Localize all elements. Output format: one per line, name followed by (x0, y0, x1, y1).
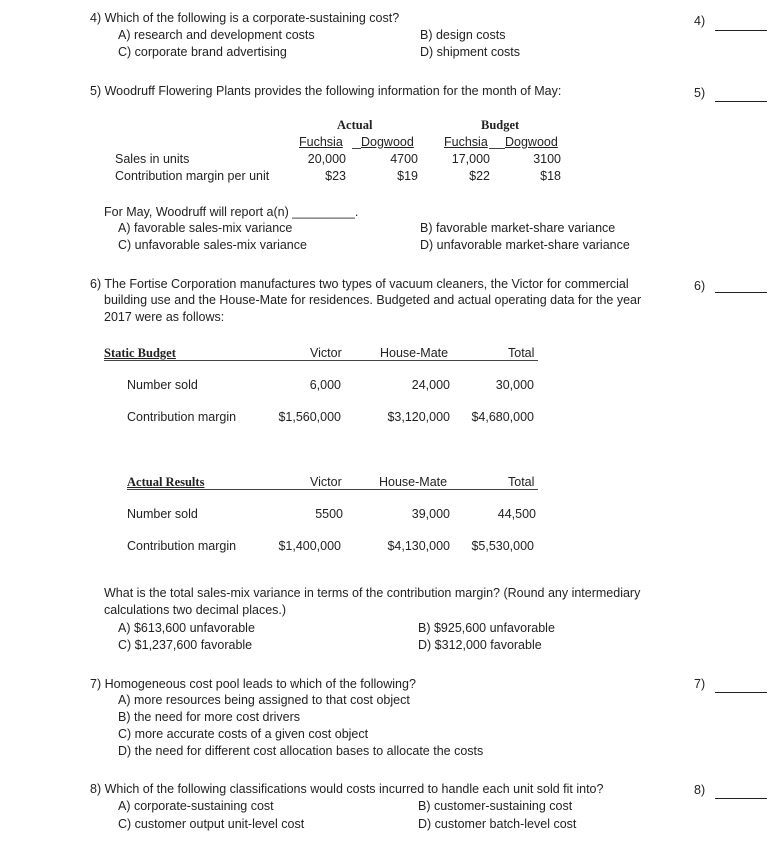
q8-stem: 8) Which of the following classifications would costs incurred to handle each unit sold fit into? (90, 782, 604, 796)
q7-option-a: A) more resources being assigned to that cost object (118, 693, 410, 707)
q5-actual-header: Actual (337, 118, 373, 132)
q8-option-a: A) corporate-sustaining cost (118, 799, 274, 813)
q5-row-sales-label: Sales in units (115, 152, 190, 166)
q6-static-cell: 30,000 (495, 378, 534, 392)
q6-stem-line1: 6) The Fortise Corporation manufactures two types of vacuum cleaners, the Victor for commercial (90, 277, 629, 291)
q7-answer-blank[interactable] (715, 692, 767, 693)
q7-option-c: C) more accurate costs of a given cost object (118, 727, 369, 741)
q8-option-c: C) customer output unit-level cost (118, 817, 305, 831)
q5-col-actual-dogwood: Dogwood (361, 135, 414, 149)
q6-question-line2: calculations two decimal places.) (104, 603, 287, 617)
q5-cell: $19 (397, 169, 418, 183)
q6-actual-cell: $5,530,000 (471, 539, 534, 553)
q8-answer-blank[interactable] (715, 798, 767, 799)
q6-static-budget-title: Static Budget (104, 346, 176, 360)
q4-margin-number: 4) (694, 14, 706, 28)
q6-actual-col-housemate: House-Mate (379, 475, 448, 489)
q6-actual-row-units-label: Number sold (127, 507, 198, 521)
q5-option-a: A) favorable sales-mix variance (118, 221, 293, 235)
q6-static-col-victor: Victor (310, 346, 342, 360)
q5-answer-blank[interactable] (715, 101, 767, 102)
q5-budget-header: Budget (481, 118, 520, 132)
q6-actual-cell: $1,400,000 (278, 539, 341, 553)
q4-option-c: C) corporate brand advertising (118, 45, 287, 59)
q4-option-a: A) research and development costs (118, 28, 315, 42)
q8-option-d: D) customer batch-level cost (418, 817, 577, 831)
q5-col-actual-fuchsia: Fuchsia (299, 135, 343, 149)
q7-margin-number: 7) (694, 677, 706, 691)
q6-static-cell: 24,000 (411, 378, 450, 392)
q4-option-d: D) shipment costs (420, 45, 521, 59)
q5-cell: 17,000 (451, 152, 490, 166)
q6-option-d: D) $312,000 favorable (418, 638, 542, 652)
q5-header-rule-budget (489, 148, 505, 149)
q6-actual-cell: 44,500 (497, 507, 536, 521)
q8-option-b: B) customer-sustaining cost (418, 799, 573, 813)
q6-static-row-cm-label: Contribution margin (127, 410, 237, 424)
q6-static-cell: 6,000 (309, 378, 341, 392)
q5-col-budget-dogwood: Dogwood (505, 135, 558, 149)
q5-option-d: D) unfavorable market-share variance (420, 238, 630, 252)
q6-option-a: A) $613,600 unfavorable (118, 621, 255, 635)
q6-option-b: B) $925,600 unfavorable (418, 621, 555, 635)
q6-static-row-units-label: Number sold (127, 378, 198, 392)
q6-static-col-total: Total (508, 346, 535, 360)
q4-option-b: B) design costs (420, 28, 506, 42)
q5-cell: 3100 (533, 152, 561, 166)
q5-cell: $18 (540, 169, 561, 183)
q7-option-b: B) the need for more cost drivers (118, 710, 301, 724)
q5-cell: 20,000 (307, 152, 346, 166)
q6-margin-number: 6) (694, 279, 706, 293)
q6-stem-line3: 2017 were as follows: (104, 310, 225, 324)
q8-margin-number: 8) (694, 783, 706, 797)
q7-stem: 7) Homogeneous cost pool leads to which of the following? (90, 677, 416, 691)
q6-static-cell: $3,120,000 (387, 410, 450, 424)
q5-col-budget-fuchsia: Fuchsia (444, 135, 488, 149)
q6-stem-line2: building use and the House-Mate for residences. Budgeted and actual operating data for the year (104, 293, 642, 307)
q6-question-line1: What is the total sales-mix variance in terms of the contribution margin? (Round any intermediary (104, 586, 641, 600)
q6-answer-blank[interactable] (715, 292, 767, 293)
q6-actual-cell: $4,130,000 (387, 539, 450, 553)
q6-actual-cell: 39,000 (411, 507, 450, 521)
q5-cell: $23 (325, 169, 346, 183)
q4-stem: 4) Which of the following is a corporate-sustaining cost? (90, 11, 400, 25)
q5-option-b: B) favorable market-share variance (420, 221, 616, 235)
q5-header-rule-actual (352, 148, 361, 149)
q6-option-c: C) $1,237,600 favorable (118, 638, 253, 652)
q5-stem: 5) Woodruff Flowering Plants provides the following information for the month of May: (90, 84, 562, 98)
q6-static-cell: $4,680,000 (471, 410, 534, 424)
q6-static-header-rule (104, 360, 538, 361)
q6-actual-col-total: Total (508, 475, 535, 489)
q6-static-col-housemate: House-Mate (380, 346, 449, 360)
q5-row-cm-label: Contribution margin per unit (115, 169, 270, 183)
q7-option-d: D) the need for different cost allocation bases to allocate the costs (118, 744, 484, 758)
q5-margin-number: 5) (694, 86, 706, 100)
q4-answer-blank[interactable] (715, 30, 767, 31)
q6-actual-col-victor: Victor (310, 475, 342, 489)
q5-cell: $22 (469, 169, 490, 183)
q5-option-c: C) unfavorable sales-mix variance (118, 238, 307, 252)
q6-actual-header-rule (127, 489, 538, 490)
q6-actual-results-title: Actual Results (127, 475, 205, 489)
q5-cell: 4700 (390, 152, 418, 166)
q5-prompt: For May, Woodruff will report a(n) _________. (104, 205, 359, 219)
q6-static-cell: $1,560,000 (278, 410, 341, 424)
q6-actual-row-cm-label: Contribution margin (127, 539, 237, 553)
q6-actual-cell: 5500 (315, 507, 343, 521)
